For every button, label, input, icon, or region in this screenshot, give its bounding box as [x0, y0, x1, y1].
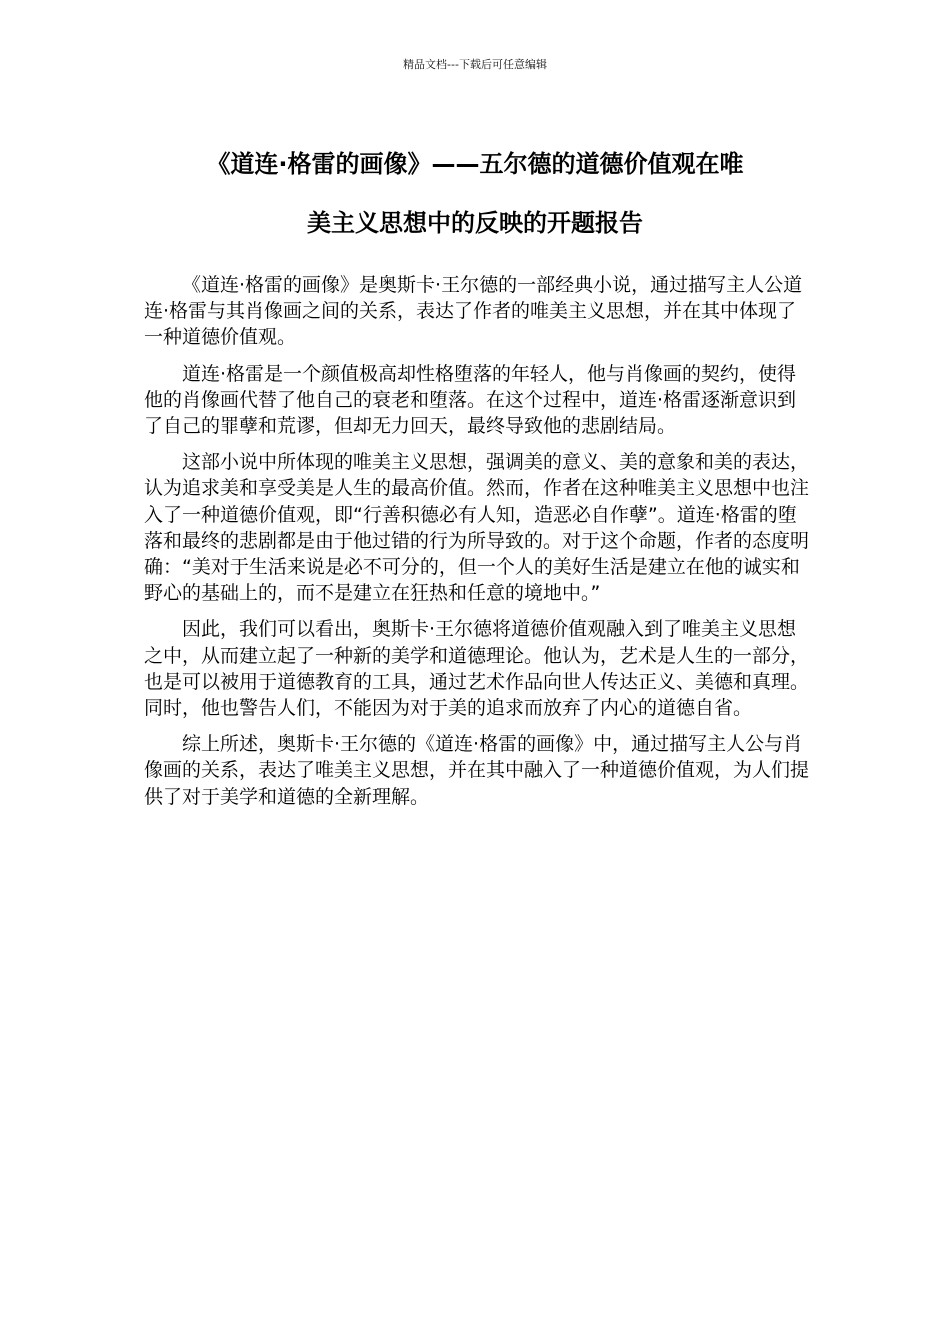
document-body: [144, 272, 810, 820]
document-title: [100, 135, 850, 253]
title-line-2: 美主义思想中的反映的开题报告: [307, 209, 643, 237]
paragraph-3: 这部小说中所体现的唯美主义思想，强调美的意义、美的意象和美的表达，认为追求美和享受美是人生的最高价值。然而，作者在这种唯美主义思想中也注入了一种道德价值观，即“行善积德必有人知，造恶必自作孽”。道连·格雷的堕落和最终的悲剧都是由于他过错的行为所导致的。对于这个命题，作者的态度明确：“美对于生活来说是必不可分的，但一个人的美好生活是建立在他的诚实和野心的基础上的，而不是建立在狂热和任意的境地中。”: [144, 451, 810, 605]
paragraph-1: 《道连·格雷的画像》是奥斯卡·王尔德的一部经典小说，通过描写主人公道连·格雷与其肖像画之间的关系，表达了作者的唯美主义思想，并在其中体现了一种道德价值观。: [144, 274, 803, 349]
paragraph-5: 综上所述，奥斯卡·王尔德的《道连·格雷的画像》中，通过描写主人公与肖像画的关系，表达了唯美主义思想，并在其中融入了一种道德价值观，为人们提供了对于美学和道德的全新理解。: [144, 733, 810, 808]
paragraph-4: 因此，我们可以看出，奥斯卡·王尔德将道德价值观融入到了唯美主义思想之中，从而建立起了一种新的美学和道德理论。他认为，艺术是人生的一部分，也是可以被用于道德教育的工具，通过艺术作品向世人传达正义、美德和真理。同时，他也警告人们，不能因为对于美的追求而放弃了内心的道德自省。: [144, 618, 810, 720]
title-line-1: 《道连·格雷的画像》——五尔德的道德价值观在唯: [206, 150, 744, 178]
page-header: 精品文档---下载后可任意编辑: [403, 58, 547, 71]
paragraph-2: 道连·格雷是一个颜值极高却性格堕落的年轻人，他与肖像画的契约，使得他的肖像画代替了他自己的衰老和堕落。在这个过程中，道连·格雷逐渐意识到了自己的罪孽和荒谬，但却无力回天，最终导致他的悲剧结局。: [144, 362, 797, 438]
